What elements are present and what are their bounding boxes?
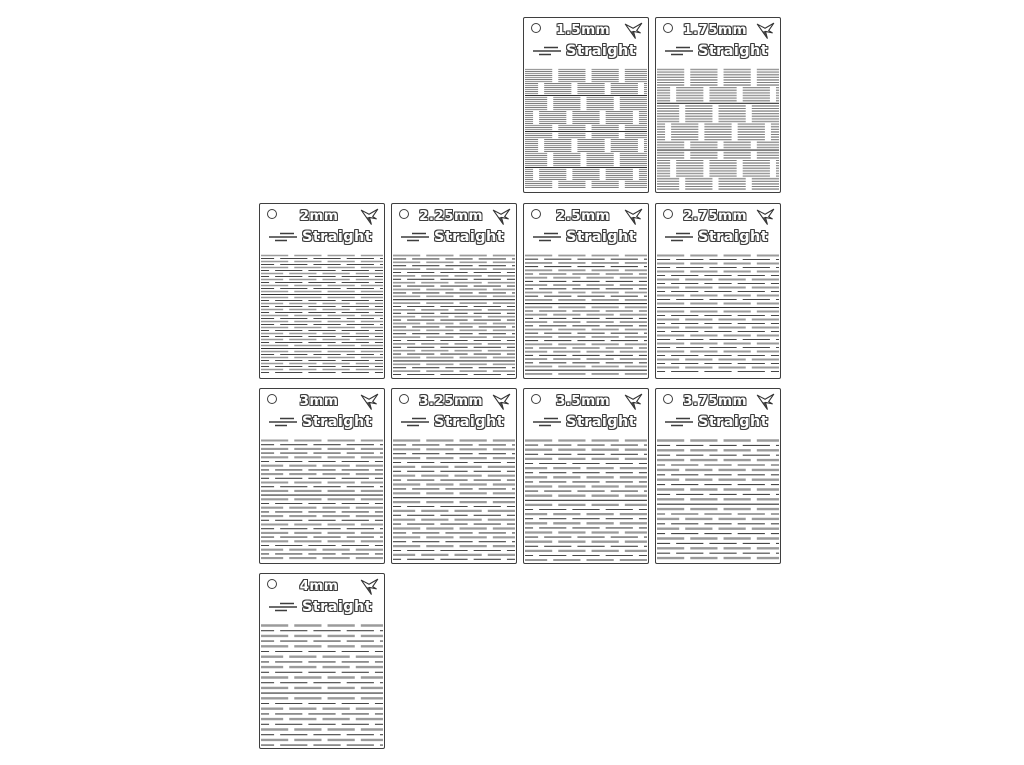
sample-plate-card [259, 388, 385, 564]
straight-strands-icon [531, 416, 563, 428]
sample-plate-card [523, 203, 649, 379]
type-label: Straight [698, 229, 769, 245]
line-pattern [525, 254, 647, 376]
hummingbird-logo-icon [359, 577, 380, 597]
line-pattern [261, 254, 383, 376]
line-pattern [657, 439, 779, 561]
sample-plate-card [655, 17, 781, 193]
size-label: 1.75mm [683, 22, 747, 38]
plate-type-row [663, 42, 776, 60]
type-label: Straight [302, 414, 373, 430]
size-label: 2.75mm [683, 208, 747, 224]
size-label: 4mm [299, 578, 339, 594]
size-label: 3.5mm [555, 393, 611, 409]
straight-strands-icon [267, 601, 299, 613]
plate-type-row [267, 598, 380, 616]
plate-type-row [531, 42, 644, 60]
size-label: 2mm [299, 208, 339, 224]
sample-plate-card [259, 573, 385, 749]
type-label: Straight [302, 599, 373, 615]
plate-type-row [531, 228, 644, 246]
plate-type-row [399, 413, 512, 431]
straight-strands-icon [663, 45, 695, 57]
type-label: Straight [698, 414, 769, 430]
hummingbird-logo-icon [623, 392, 644, 412]
type-label: Straight [434, 414, 505, 430]
plate-type-row [663, 228, 776, 246]
type-label: Straight [566, 414, 637, 430]
line-pattern [261, 439, 383, 561]
size-label: 3mm [299, 393, 339, 409]
sample-plate-card [655, 388, 781, 564]
straight-strands-icon [531, 45, 563, 57]
straight-strands-icon [663, 416, 695, 428]
straight-strands-icon [267, 416, 299, 428]
type-label: Straight [566, 229, 637, 245]
sample-plate-card [391, 388, 517, 564]
size-label: 1.5mm [555, 22, 611, 38]
sample-plate-card [391, 203, 517, 379]
hummingbird-logo-icon [623, 207, 644, 227]
hummingbird-logo-icon [491, 392, 512, 412]
hummingbird-logo-icon [755, 207, 776, 227]
line-pattern [525, 439, 647, 561]
size-label: 2.5mm [555, 208, 611, 224]
size-label: 2.25mm [419, 208, 483, 224]
hummingbird-logo-icon [755, 21, 776, 41]
plate-type-row [663, 413, 776, 431]
hummingbird-logo-icon [359, 392, 380, 412]
sample-plate-card [523, 17, 649, 193]
plate-type-row [531, 413, 644, 431]
straight-strands-icon [399, 231, 431, 243]
straight-strands-icon [267, 231, 299, 243]
type-label: Straight [302, 229, 373, 245]
straight-strands-icon [663, 231, 695, 243]
line-pattern [657, 254, 779, 376]
line-pattern [393, 254, 515, 376]
hummingbird-logo-icon [491, 207, 512, 227]
type-label: Straight [566, 43, 637, 59]
size-label: 3.75mm [683, 393, 747, 409]
hummingbird-logo-icon [623, 21, 644, 41]
hummingbird-logo-icon [755, 392, 776, 412]
type-label: Straight [698, 43, 769, 59]
line-pattern [657, 68, 779, 190]
plate-type-row [399, 228, 512, 246]
sample-plate-card [523, 388, 649, 564]
line-pattern [393, 439, 515, 561]
straight-strands-icon [399, 416, 431, 428]
type-label: Straight [434, 229, 505, 245]
line-pattern [261, 624, 383, 746]
line-pattern [525, 68, 647, 190]
size-label: 3.25mm [419, 393, 483, 409]
plate-type-row [267, 413, 380, 431]
sample-plate-card [259, 203, 385, 379]
straight-strands-icon [531, 231, 563, 243]
plate-type-row [267, 228, 380, 246]
hummingbird-logo-icon [359, 207, 380, 227]
sample-plate-card [655, 203, 781, 379]
